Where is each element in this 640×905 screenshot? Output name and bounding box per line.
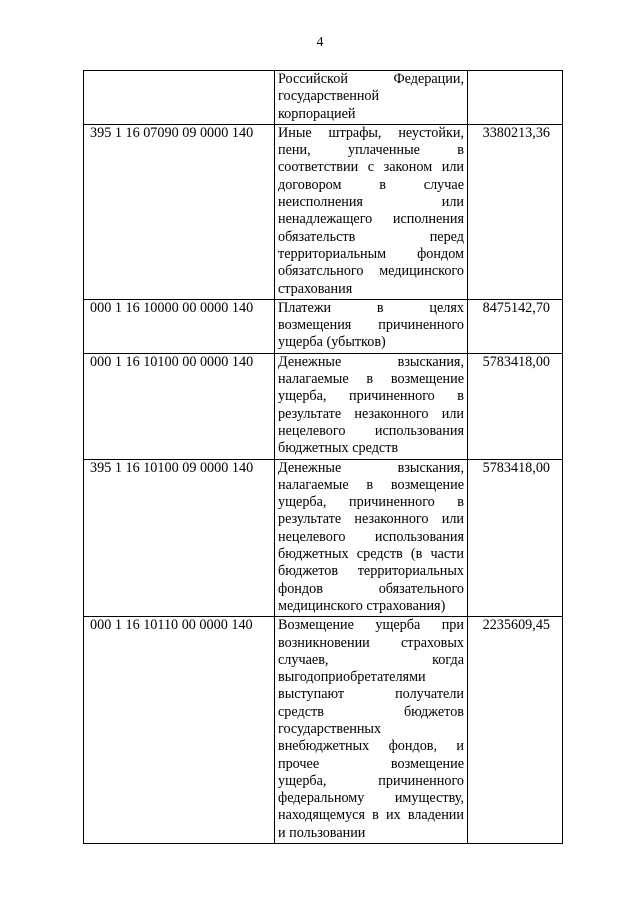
description-word: государственной — [278, 88, 380, 105]
row-amount — [468, 71, 563, 125]
description-word: в — [457, 388, 464, 405]
description-word: результате — [278, 511, 342, 528]
description-word: или — [441, 159, 464, 176]
description-word: Федерации, — [393, 71, 464, 87]
table-row — [84, 299, 563, 353]
description-word: в — [366, 476, 374, 493]
description-word: целях — [429, 299, 464, 316]
description-line — [278, 669, 464, 686]
description-line — [278, 511, 464, 528]
description-word: медицинского страхования) — [278, 597, 446, 614]
description-word: использования — [374, 528, 464, 545]
description-word: в — [457, 142, 464, 159]
description-line — [278, 194, 464, 211]
description-line — [278, 440, 464, 457]
description-word: ущерба, — [278, 388, 327, 405]
description-line — [278, 617, 464, 634]
description-word: пени, — [278, 142, 311, 159]
description-word: исполнения — [392, 211, 464, 228]
description-line — [278, 88, 464, 105]
description-word: причиненного — [378, 772, 464, 789]
description-line — [278, 159, 464, 176]
description-word: части — [430, 546, 464, 563]
description-line — [278, 142, 464, 159]
row-code: 395 1 16 07090 09 0000 140 — [84, 124, 275, 299]
description-word: и — [456, 738, 464, 755]
description-word: и пользовании — [278, 824, 366, 841]
row-amount: 3380213,36 — [468, 124, 563, 299]
description-line — [278, 246, 464, 263]
description-word: причиненного — [349, 494, 435, 511]
description-word: или — [441, 405, 464, 422]
description-word: владении — [407, 807, 464, 824]
description-line — [278, 563, 464, 580]
description-word: или — [441, 194, 464, 211]
description-word: причиненного — [349, 388, 435, 405]
description-word: фондом — [417, 245, 464, 262]
description-word: нецелевого — [278, 528, 346, 545]
description-line — [278, 388, 464, 405]
description-word: незаконного — [354, 405, 429, 422]
description-word: нецелевого — [278, 422, 346, 439]
row-amount: 8475142,70 — [468, 299, 563, 353]
description-word: законом — [383, 159, 433, 176]
description-line — [278, 177, 464, 194]
description-word: неустойки, — [398, 124, 464, 141]
description-word: возникновении — [278, 634, 370, 651]
row-amount: 5783418,00 — [468, 459, 563, 617]
description-word: их — [385, 807, 401, 824]
description-word: в — [376, 299, 384, 316]
description-word: выгодоприобретателями — [278, 669, 426, 686]
description-word: возмещение — [390, 371, 464, 388]
description-word: страховых — [400, 634, 464, 651]
table-row — [84, 124, 563, 299]
description-word: (в — [410, 546, 423, 563]
description-word: имуществу, — [394, 790, 464, 807]
description-word: в — [366, 371, 374, 388]
description-line — [278, 529, 464, 546]
description-line — [278, 354, 464, 371]
description-word: выступают — [278, 686, 345, 703]
description-word: соответствии — [278, 159, 359, 176]
page-number: 4 — [316, 35, 324, 50]
description-line — [278, 598, 464, 615]
description-line — [278, 825, 464, 842]
description-word: договором — [278, 176, 342, 193]
revenue-table-body — [84, 71, 563, 844]
description-line — [278, 721, 464, 738]
description-word: ненадлежащего — [278, 211, 373, 228]
description-word: возмещение — [390, 755, 464, 772]
description-word: фондов — [278, 580, 323, 597]
description-word: государственных — [278, 720, 382, 737]
description-line — [278, 738, 464, 755]
description-word: средств — [356, 546, 403, 563]
description-word: корпорацией — [278, 105, 356, 122]
table-row — [84, 617, 563, 844]
description-word: находящемуся — [278, 807, 365, 824]
description-word: ущерба, — [278, 772, 327, 789]
table-row — [84, 459, 563, 617]
row-amount: 5783418,00 — [468, 353, 563, 459]
description-word: бюджетных — [278, 546, 349, 563]
description-word: в — [372, 807, 379, 824]
description-line — [278, 494, 464, 511]
table-row — [84, 71, 563, 125]
description-word: возмещение — [390, 476, 464, 493]
description-line — [278, 635, 464, 652]
description-word: медицинского — [379, 263, 464, 280]
description-word: бюджетов — [278, 563, 339, 580]
description-word: взыскания, — [397, 353, 464, 370]
row-amount: 2235609,45 — [468, 617, 563, 844]
row-code: 000 1 16 10100 00 0000 140 — [84, 353, 275, 459]
description-word: взыскания, — [397, 459, 464, 476]
row-code: 395 1 16 10100 09 0000 140 — [84, 459, 275, 617]
description-line — [278, 334, 464, 351]
description-word: Российской — [278, 71, 348, 87]
description-word: внебюджетных — [278, 738, 370, 755]
description-line — [278, 686, 464, 703]
description-line — [278, 106, 464, 123]
description-word: причиненного — [378, 317, 464, 334]
row-description — [275, 617, 468, 844]
description-word: в — [457, 494, 464, 511]
description-line — [278, 211, 464, 228]
description-word: федеральному — [278, 790, 365, 807]
description-word: при — [441, 617, 464, 634]
description-word: незаконного — [354, 511, 429, 528]
description-word: использования — [374, 422, 464, 439]
description-line — [278, 581, 464, 598]
description-line — [278, 460, 464, 477]
description-line — [278, 406, 464, 423]
description-word: территориальным — [278, 245, 387, 262]
description-line — [278, 807, 464, 824]
description-word: Денежные — [278, 459, 342, 476]
description-word: налагаемые — [278, 371, 349, 388]
description-word: фондов, — [388, 738, 438, 755]
description-word: ущерба, — [278, 494, 327, 511]
description-word: обязательного — [378, 580, 464, 597]
description-line — [278, 317, 464, 334]
table-row — [84, 353, 563, 459]
description-line — [278, 71, 464, 88]
description-word: получатели — [395, 686, 464, 703]
description-word: случаев, — [278, 651, 329, 668]
description-line — [278, 371, 464, 388]
row-description — [275, 299, 468, 353]
description-word: Возмещение — [278, 617, 354, 634]
description-word: Платежи — [278, 299, 332, 316]
description-line — [278, 300, 464, 317]
description-word: средств — [278, 703, 324, 720]
revenue-table — [83, 70, 563, 844]
description-word: территориальных — [357, 563, 464, 580]
description-word: налагаемые — [278, 476, 349, 493]
description-line — [278, 125, 464, 142]
row-code: 000 1 16 10110 00 0000 140 — [84, 617, 275, 844]
description-word: уплаченные — [347, 142, 420, 159]
description-line — [278, 756, 464, 773]
description-line — [278, 704, 464, 721]
description-word: штрафы, — [328, 124, 382, 141]
description-word: когда — [432, 651, 464, 668]
description-word: ущерба — [375, 617, 421, 634]
description-word: обязательств — [278, 228, 356, 245]
description-word: случае — [423, 176, 464, 193]
description-word: или — [441, 511, 464, 528]
description-line — [278, 546, 464, 563]
description-line — [278, 477, 464, 494]
description-line — [278, 790, 464, 807]
description-word: Иные — [278, 124, 312, 141]
row-code — [84, 71, 275, 125]
description-line — [278, 652, 464, 669]
description-word: прочее — [278, 755, 320, 772]
description-word: обязатсльного — [278, 263, 364, 280]
description-word: в — [379, 176, 386, 193]
description-word: страхования — [278, 280, 353, 297]
row-description — [275, 353, 468, 459]
description-word: неисполнения — [278, 194, 363, 211]
description-word: возмещения — [278, 317, 352, 334]
description-word: бюджетных средств — [278, 440, 399, 457]
row-description — [275, 71, 468, 125]
description-word: результате — [278, 405, 342, 422]
row-description — [275, 459, 468, 617]
description-word: ущерба (убытков) — [278, 334, 386, 351]
description-word: бюджетов — [403, 703, 464, 720]
description-line — [278, 423, 464, 440]
description-line — [278, 281, 464, 298]
description-word: с — [367, 159, 375, 176]
row-code: 000 1 16 10000 00 0000 140 — [84, 299, 275, 353]
row-description — [275, 124, 468, 299]
description-line — [278, 229, 464, 246]
description-word: перед — [429, 228, 464, 245]
description-word: Денежные — [278, 353, 342, 370]
description-line — [278, 773, 464, 790]
description-line — [278, 263, 464, 280]
